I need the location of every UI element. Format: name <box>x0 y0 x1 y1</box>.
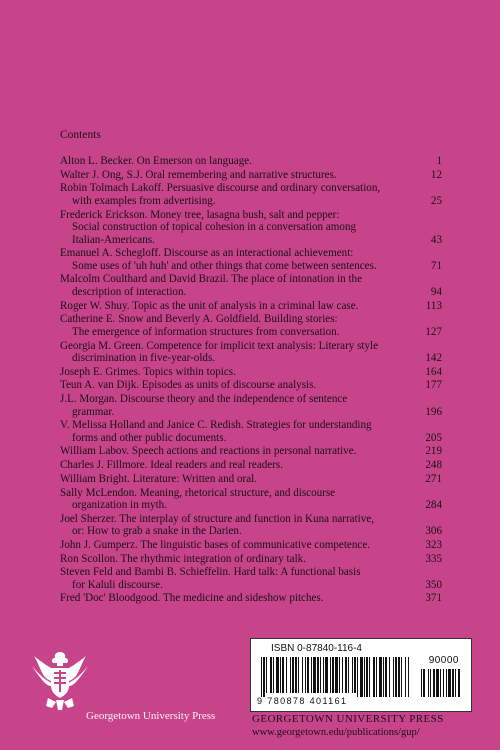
toc-entry-line: Teun A. van Dijk. Episodes as units of discourse analysis. <box>60 379 317 392</box>
price-code: 90000 <box>428 655 459 666</box>
toc-entry-title <box>60 273 418 298</box>
contents-heading: Contents <box>60 129 101 141</box>
toc-entry <box>60 419 442 444</box>
toc-entry-line: Ron Scollon. The rhythmic integration of ordinary talk. <box>60 552 306 565</box>
barcode-bar <box>276 657 279 693</box>
toc-entry <box>60 539 442 552</box>
barcode-bar <box>320 657 321 693</box>
toc-entry <box>60 313 442 338</box>
barcode-bar <box>395 657 397 697</box>
toc-entry-line: Georgia M. Green. Competence for implicit text analysis: Literary style <box>60 339 379 352</box>
barcode-bar <box>405 657 406 697</box>
toc-entry-title <box>60 445 418 458</box>
barcode-bar <box>280 657 281 693</box>
toc-entry <box>60 592 442 605</box>
toc-entry-line: description of interaction. <box>72 285 187 298</box>
barcode-bar <box>266 657 267 693</box>
toc-entry <box>60 273 442 298</box>
toc-entry-title <box>60 182 418 207</box>
toc-entry-line: Steven Feld and Bambi B. Schieffelin. Hard talk: A functional basis <box>60 566 361 579</box>
barcode-bar <box>376 657 377 697</box>
toc-entry-title <box>60 459 418 472</box>
barcode-addon-bar <box>440 669 441 697</box>
toc-entry-page: 284 <box>425 499 442 511</box>
toc-entry-title <box>60 513 418 538</box>
toc-entry <box>60 473 442 486</box>
publisher-name: Georgetown University Press <box>86 710 216 722</box>
toc-entry <box>60 247 442 272</box>
toc-entry-line: discrimination in five-year-olds. <box>72 352 216 364</box>
barcode-bar <box>393 657 394 697</box>
toc-entry-line: Fred 'Doc' Bloodgood. The medicine and sideshow pitches. <box>60 592 324 605</box>
toc-entry-title <box>60 539 418 552</box>
barcode-addon-bar <box>436 669 439 697</box>
toc-entry-page: 142 <box>425 352 442 364</box>
barcode-bar <box>364 657 365 697</box>
toc-entry-page: 248 <box>425 459 442 472</box>
barcode-bar <box>360 657 363 697</box>
toc-entry-line: Roger W. Shuy. Topic as the unit of analysis in a criminal law case. <box>60 299 359 312</box>
barcode-bar <box>292 657 294 693</box>
barcode-bar <box>354 657 356 693</box>
toc-entry-line: Catherine E. Snow and Beverly A. Goldfield. Building stories: <box>60 313 338 326</box>
isbn-label: ISBN 0-87840-116-4 <box>271 643 362 654</box>
barcode-bar <box>330 657 331 693</box>
toc-entry <box>60 566 442 591</box>
toc-entry-line: John J. Gumperz. The linguistic bases of communicative competence. <box>60 538 371 551</box>
barcode-addon-bar <box>446 669 447 697</box>
toc-entry-page: 335 <box>425 552 442 565</box>
toc-entry-line: Joseph E. Grimes. Topics within topics. <box>60 365 236 378</box>
barcode-bar <box>332 657 334 693</box>
toc-entry-page: 306 <box>425 525 442 538</box>
barcode-addon-bar <box>458 669 460 697</box>
barcode-bar <box>373 657 375 697</box>
barcode-bar <box>311 657 312 693</box>
barcode-bar <box>379 657 382 697</box>
toc-entry-line: Walter J. Ong, S.J. Oral remembering and narrative structures. <box>60 168 337 181</box>
barcode-bar <box>401 657 402 697</box>
barcode-digits: 9 780878 401161 <box>257 696 348 706</box>
barcode-bar <box>408 657 409 697</box>
barcode-bar <box>369 657 370 697</box>
barcode-bar <box>357 657 358 697</box>
toc-entry-page: 371 <box>425 592 442 605</box>
table-of-contents <box>60 155 442 606</box>
toc-entry-line: Social construction of topical cohesion in a conversation among <box>72 221 357 234</box>
barcode-addon-bar <box>443 669 444 697</box>
toc-entry-page: 350 <box>425 578 442 591</box>
barcode-addon-bar <box>421 669 422 697</box>
barcode-addon-bar <box>433 669 435 697</box>
barcode-bar <box>342 657 343 693</box>
toc-entry <box>60 340 442 365</box>
barcode-bar <box>398 657 400 697</box>
barcode-addon-bar <box>448 669 451 697</box>
publisher-name-caps: GEORGETOWN UNIVERSITY PRESS <box>252 713 444 725</box>
barcode-bar <box>305 657 306 693</box>
barcode-bar <box>389 657 390 697</box>
toc-entry-title <box>60 379 418 392</box>
barcode-panel <box>250 638 472 712</box>
toc-entry-title <box>60 247 418 272</box>
toc-entry <box>60 513 442 538</box>
toc-entry-title <box>60 419 418 444</box>
barcode-bar <box>323 657 324 693</box>
barcode-bar <box>317 657 319 693</box>
toc-entry-page: 271 <box>425 472 442 485</box>
toc-entry-page: 205 <box>425 431 442 444</box>
toc-entry-line: Sally McLendon. Meaning, rhetorical structure, and discourse <box>60 486 336 499</box>
barcode-bar <box>302 657 303 693</box>
toc-entry <box>60 366 442 379</box>
toc-entry-title <box>60 155 418 168</box>
barcode-addon-bar <box>428 669 429 697</box>
barcode-bar <box>295 657 297 693</box>
publisher-url[interactable]: www.georgetown.edu/publications/gup/ <box>252 727 420 738</box>
toc-entry <box>60 379 442 392</box>
toc-entry-page: 127 <box>425 325 442 338</box>
barcode-bar <box>313 657 316 693</box>
barcode-bar <box>282 657 284 693</box>
toc-entry-line: J.L. Morgan. Discourse theory and the independence of sentence <box>60 393 348 406</box>
barcode-bar <box>335 657 338 693</box>
barcode-bar <box>348 657 349 693</box>
toc-entry-page: 71 <box>430 259 442 272</box>
toc-entry-page: 12 <box>430 168 442 181</box>
eagle-logo-icon <box>30 646 90 712</box>
toc-entry-line: grammar. <box>72 405 115 418</box>
toc-entry-line: Italian-Americans. <box>72 233 155 246</box>
toc-entry-line: V. Melissa Holland and Janice C. Redish. Strategies for understanding <box>60 419 372 432</box>
barcode-bar <box>383 657 384 697</box>
toc-entry-line: Robin Tolmach Lakoff. Persuasive discourse and ordinary conversation, <box>60 182 381 195</box>
toc-entry <box>60 182 442 207</box>
toc-entry-page: 177 <box>425 379 442 392</box>
barcode-bar <box>339 657 340 693</box>
toc-entry-title <box>60 313 418 338</box>
barcode-bar <box>270 657 272 693</box>
toc-entry-line: or: How to grab a snake in the Darien. <box>72 525 242 538</box>
toc-entry-page: 164 <box>425 365 442 378</box>
toc-entry-line: William Bright. Literature: Written and oral. <box>60 472 257 485</box>
toc-entry <box>60 459 442 472</box>
toc-entry-title <box>60 487 418 512</box>
toc-entry <box>60 300 442 313</box>
barcode-bars <box>259 657 463 697</box>
barcode-bar <box>298 657 299 693</box>
toc-entry <box>60 169 442 182</box>
barcode-bar <box>366 657 368 697</box>
barcode-addon-bar <box>423 669 425 697</box>
barcode-bar <box>273 657 274 693</box>
toc-entry <box>60 553 442 566</box>
toc-entry-title <box>60 473 418 486</box>
toc-entry-line: Alton L. Becker. On Emerson on language. <box>60 155 252 167</box>
toc-entry <box>60 445 442 458</box>
barcode-bar <box>261 657 262 697</box>
toc-entry <box>60 155 442 168</box>
toc-entry-line: Some uses of 'uh huh' and other things that come between sentences. <box>72 259 377 272</box>
toc-entry-title <box>60 393 418 418</box>
toc-entry-page: 219 <box>425 445 442 458</box>
toc-entry <box>60 393 442 418</box>
toc-entry-line: forms and other public documents. <box>72 431 227 444</box>
toc-entry <box>60 209 442 247</box>
toc-entry-title <box>60 300 418 313</box>
toc-entry-line: Emanuel A. Schegloff. Discourse as an interactional achievement: <box>60 247 354 260</box>
toc-entry-line: Malcolm Coulthard and David Brazil. The place of intonation in the <box>60 273 363 286</box>
toc-entry-page: 25 <box>430 194 442 207</box>
toc-entry-title <box>60 209 418 247</box>
toc-entry-line: with examples from advertising. <box>72 194 216 207</box>
toc-entry-line: organization in myth. <box>72 499 168 511</box>
toc-entry-page: 1 <box>436 155 442 167</box>
toc-entry-line: The emergence of information structures from conversation. <box>72 325 340 338</box>
barcode-bar <box>325 657 328 693</box>
toc-entry-line: Charles J. Fillmore. Ideal readers and real readers. <box>60 459 284 472</box>
toc-entry-line: for Kaluli discourse. <box>72 578 163 591</box>
barcode-bar <box>307 657 309 693</box>
toc-entry-title <box>60 366 418 379</box>
toc-entry-line: Frederick Erickson. Money tree, lasagna bush, salt and pepper: <box>60 208 340 221</box>
toc-entry-line: Joel Sherzer. The interplay of structure and function in Kuna narrative, <box>60 512 375 525</box>
toc-entry-title <box>60 592 418 605</box>
toc-entry <box>60 487 442 512</box>
toc-entry-page: 196 <box>425 405 442 418</box>
barcode-bar <box>290 657 291 693</box>
barcode-addon-bar <box>430 669 431 697</box>
barcode-bar <box>385 657 387 697</box>
toc-entry-line: William Labov. Speech actions and reactions in personal narrative. <box>60 445 357 458</box>
barcode-bar <box>345 657 347 693</box>
toc-entry-title <box>60 553 418 566</box>
barcode-bar <box>263 657 265 697</box>
toc-entry-page: 43 <box>430 233 442 246</box>
barcode-bar <box>352 657 353 693</box>
toc-entry-page: 323 <box>425 538 442 551</box>
barcode-bar <box>286 657 287 693</box>
barcode-addon-bar <box>452 669 454 697</box>
toc-entry-page: 94 <box>430 285 442 298</box>
barcode-addon-bar <box>455 669 456 697</box>
toc-entry-title <box>60 566 418 591</box>
toc-entry-title <box>60 340 418 365</box>
toc-entry-title <box>60 169 418 182</box>
toc-entry-page: 113 <box>425 299 442 312</box>
